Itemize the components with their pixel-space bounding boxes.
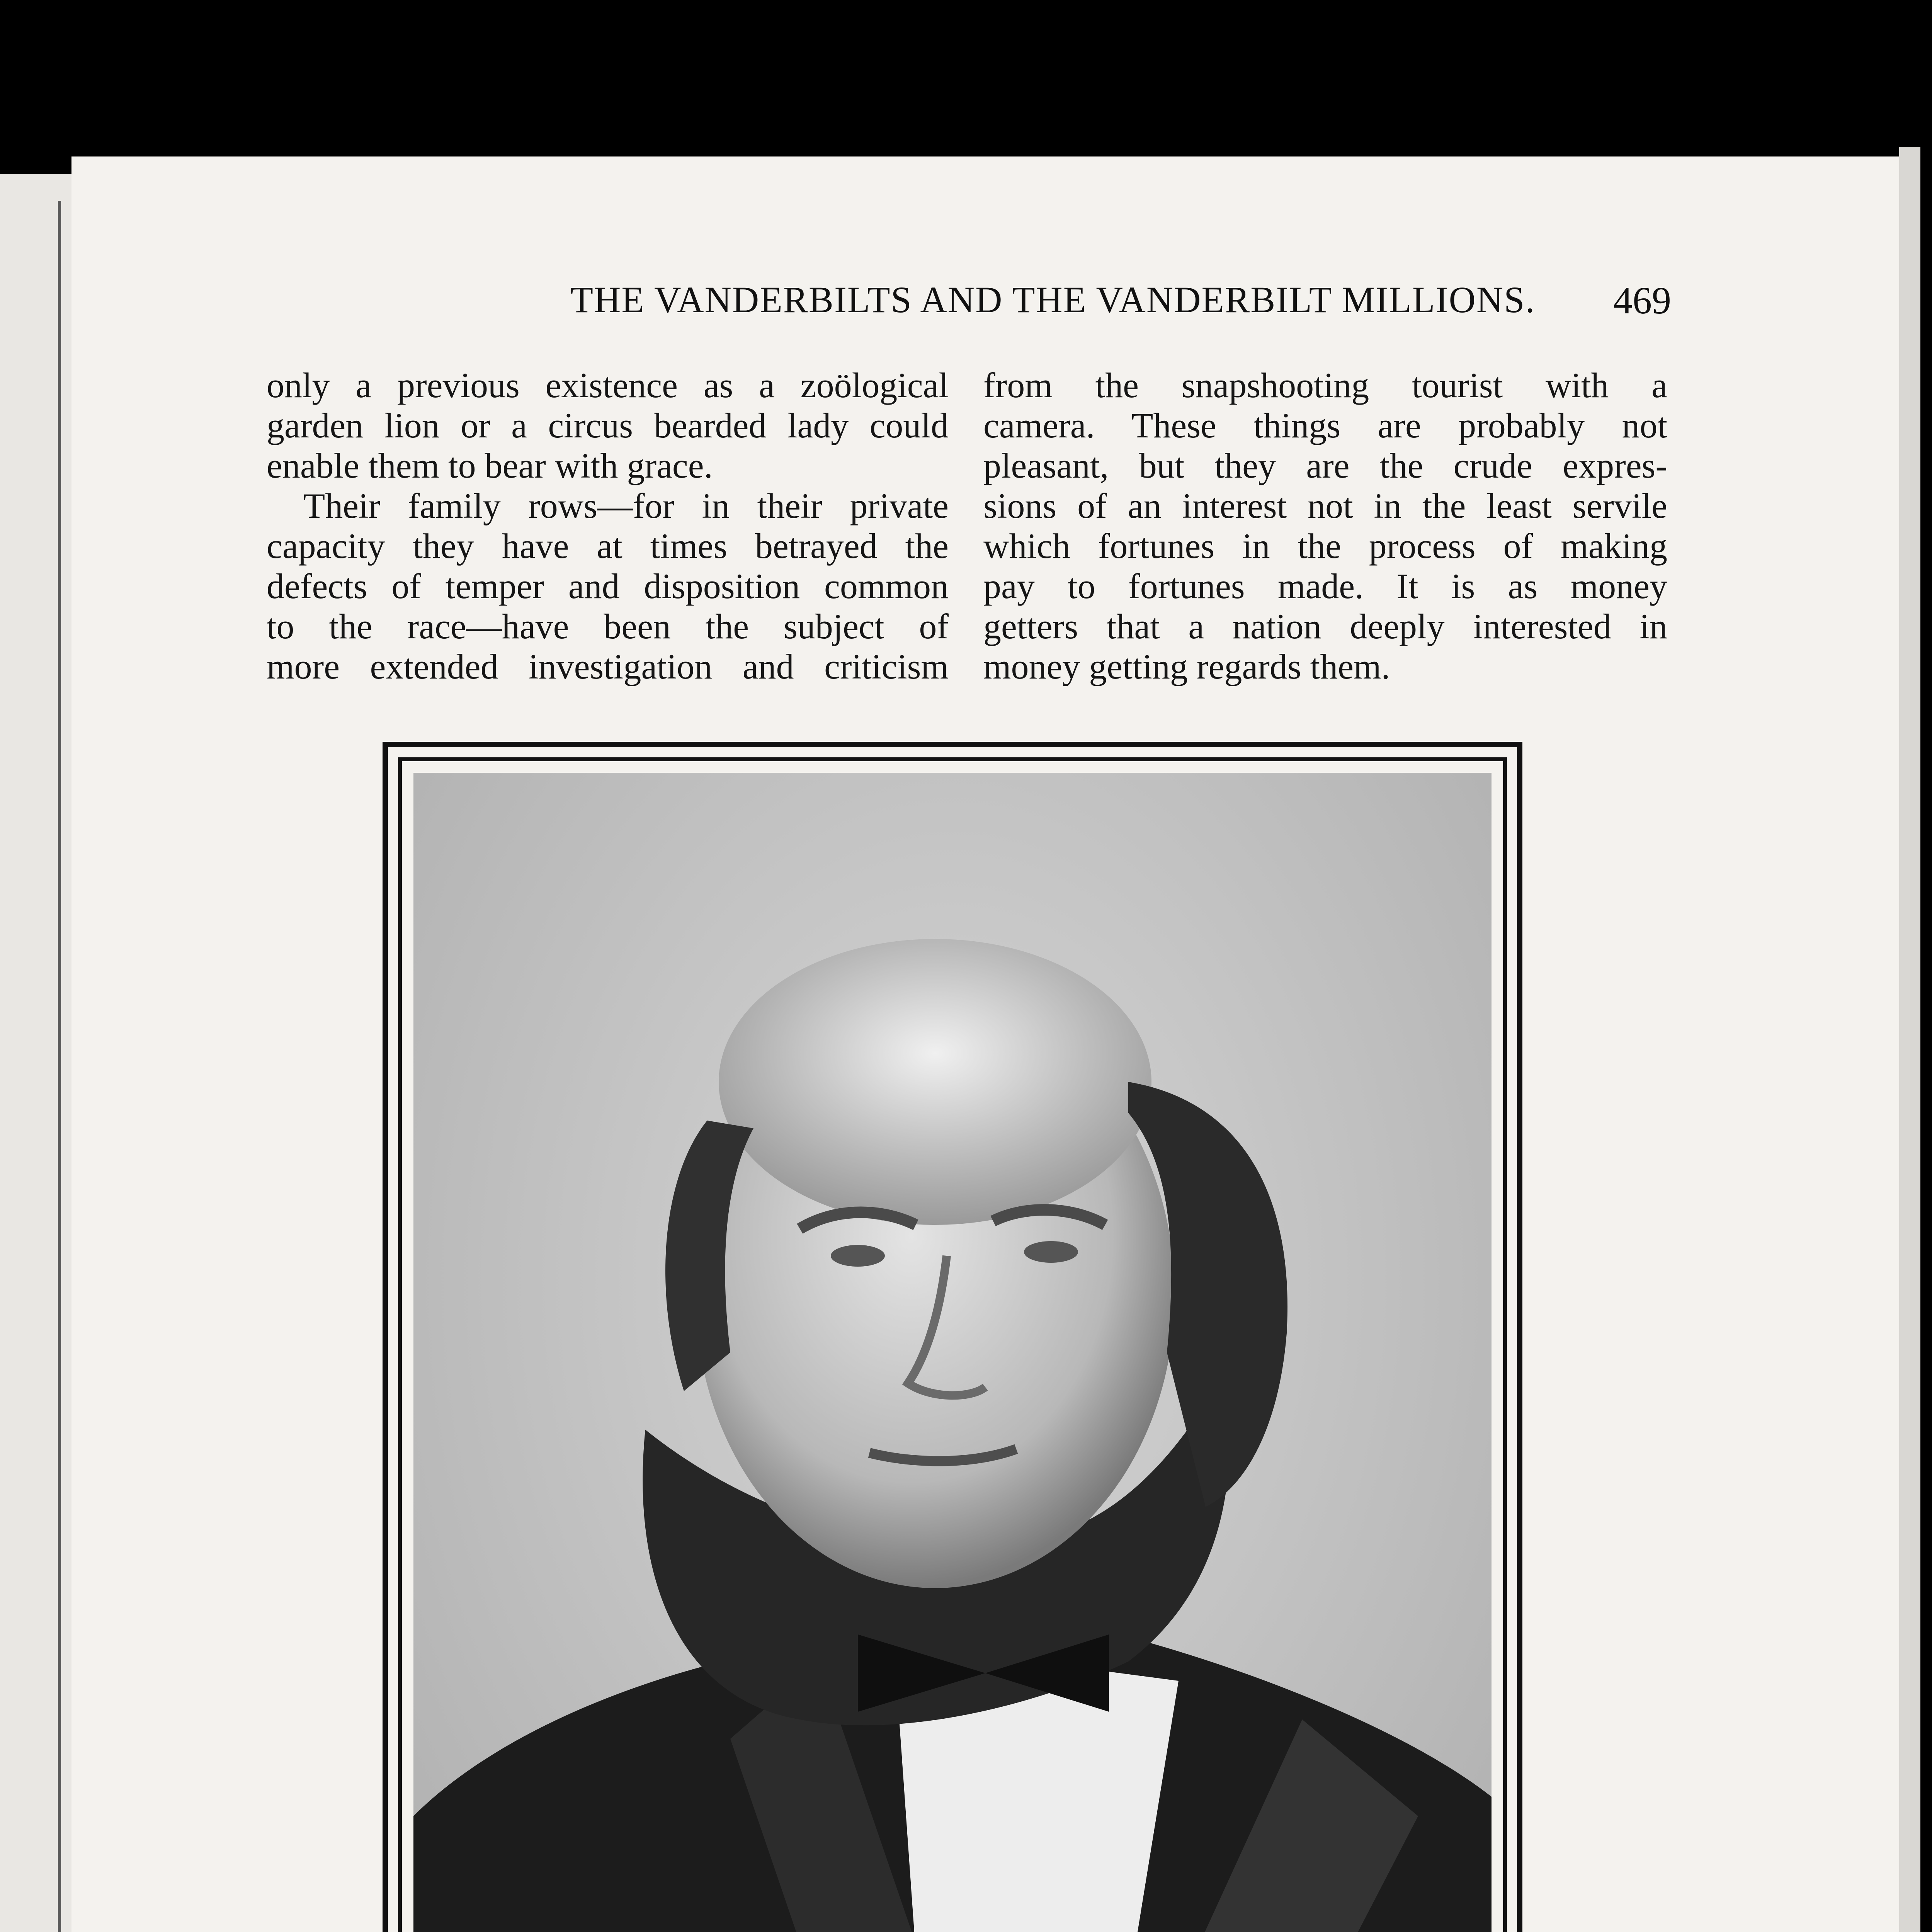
text-line: more extended investigation and criticism [267, 647, 949, 686]
text-line: pleasant, but they are the crude expres- [983, 446, 1667, 485]
text-line: camera. These things are probably not [983, 406, 1667, 445]
text-line: money getting regards them. [983, 647, 1390, 686]
text-line: only a previous existence as a zoölogical [267, 366, 949, 405]
text-line: to the race—have been the subject of [267, 607, 949, 646]
page-edge-right [1899, 147, 1920, 1932]
column-top-right [983, 365, 1667, 687]
text-line: Their family rows—for in their private [303, 486, 949, 526]
portrait-illustration [413, 773, 1492, 1932]
text-line: capacity they have at times betrayed the [267, 526, 949, 566]
text-line: which fortunes in the process of making [983, 526, 1667, 566]
text-line: pay to fortunes made. It is as money [983, 566, 1667, 606]
text-line: enable them to bear with grace. [267, 446, 713, 485]
text-line: from the snapshooting tourist with a [983, 366, 1667, 405]
text-line: getters that a nation deeply interested in [983, 607, 1667, 646]
page-number: 469 [1613, 279, 1671, 322]
text-line: garden lion or a circus bearded lady could [267, 406, 949, 445]
text-line: sions of an interest not in the least servile [983, 486, 1667, 526]
running-title: THE VANDERBILTS AND THE VANDERBILT MILLIONS. [570, 279, 1536, 320]
binding-gutter [58, 201, 61, 1932]
portrait-photograph [413, 773, 1492, 1932]
column-top-left [267, 365, 949, 687]
text-line: defects of temper and disposition common [267, 566, 949, 606]
